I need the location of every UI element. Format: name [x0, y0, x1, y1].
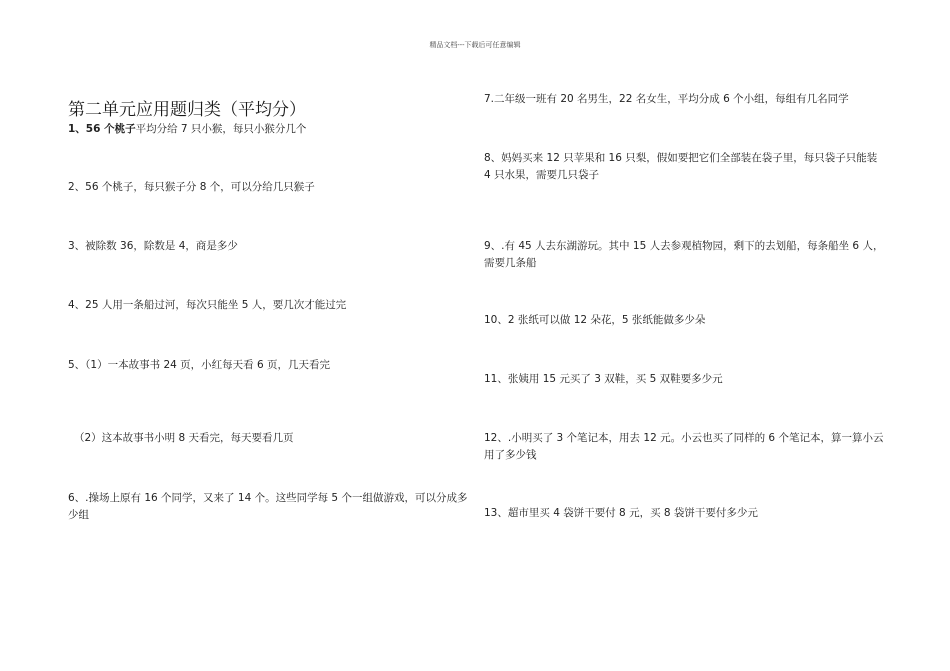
question-1	[68, 121, 468, 138]
question-5: 5、（1）一本故事书 24 页，小红每天看 6 页，几天看完	[68, 359, 331, 371]
question-8: 8、妈妈买来 12 只苹果和 16 只梨，假如要把它们全部装在袋子里，每只袋子只能装 4 只水果，需要几只袋子	[484, 152, 878, 181]
question-12: 12、.小明买了 3 个笔记本，用去 12 元。小云也买了同样的 6 个笔记本，算一算小云用了多少钱	[484, 432, 884, 461]
question-5-part-2: （2）这本故事书小明 8 天看完，每天要看几页	[74, 432, 294, 444]
question-2: 2、56 个桃子，每只猴子分 8 个，可以分给几只猴子	[68, 181, 315, 193]
page-header-note: 精品文档---下载后可任意编辑	[429, 41, 521, 49]
question-1-lead: 1、56 个桃子	[68, 123, 136, 135]
question-4: 4、25 人用一条船过河，每次只能坐 5 人，要几次才能过完	[68, 299, 347, 311]
question-3: 3、被除数 36，除数是 4，商是多少	[68, 240, 238, 252]
question-9: 9、.有 45 人去东湖游玩。其中 15 人去参观植物园，剩下的去划船，每条船坐 6 人，需要几条船	[484, 240, 884, 269]
question-7: 7.二年级一班有 20 名男生，22 名女生，平均分成 6 个小组，每组有几名同学	[484, 93, 849, 105]
worksheet-title: 第二单元应用题归类（平均分）	[68, 100, 306, 120]
question-13: 13、超市里买 4 袋饼干要付 8 元，买 8 袋饼干要付多少元	[484, 507, 758, 519]
question-6: 6、.操场上原有 16 个同学，又来了 14 个。这些同学每 5 个一组做游戏，可以分成多少组	[68, 492, 468, 521]
question-11: 11、张姨用 15 元买了 3 双鞋，买 5 双鞋要多少元	[484, 373, 723, 385]
question-1-text: 平均分给 7 只小猴，每只小猴分几个	[135, 123, 307, 135]
question-10: 10、2 张纸可以做 12 朵花，5 张纸能做多少朵	[484, 314, 706, 326]
